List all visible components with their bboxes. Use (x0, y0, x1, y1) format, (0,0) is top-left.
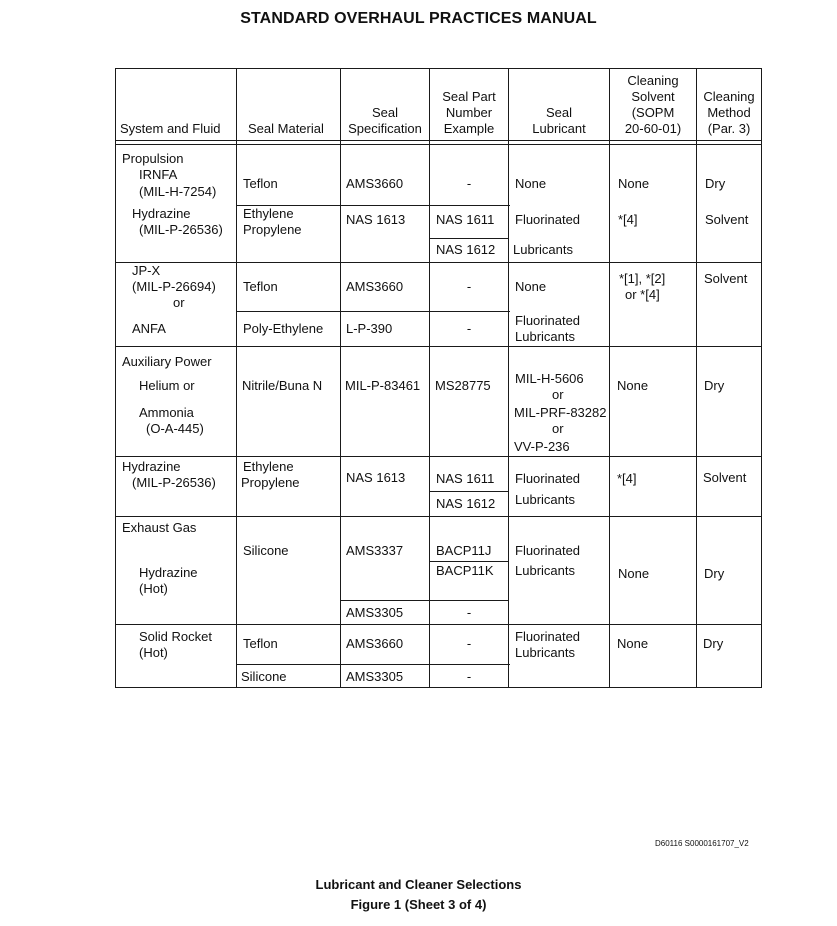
cell-text: Fluorinated (515, 543, 581, 558)
cell-text: Solvent (704, 271, 748, 286)
cell-text: Fluorinated (515, 629, 581, 644)
cell-text: Solvent (705, 212, 749, 227)
cell-text: Propylene (243, 222, 302, 237)
cell-text: Auxiliary Power (122, 354, 212, 369)
cell-text: Ammonia (139, 405, 194, 420)
cell-text: VV-P-236 (514, 439, 570, 454)
header-part-2: Number (445, 105, 493, 120)
cell-text: Fluorinated (515, 212, 581, 227)
header-spec-1: Seal (371, 105, 399, 120)
header-spec-2: Specification (348, 121, 422, 136)
cell-text: - (466, 636, 472, 651)
cell-text: ANFA (132, 321, 166, 336)
cell-text: IRNFA (139, 167, 178, 182)
cell-text: Hydrazine (139, 565, 198, 580)
cell-text: AMS3660 (346, 279, 404, 294)
header-lube-2: Lubricant (532, 121, 586, 136)
header-part-1: Seal Part (442, 89, 496, 104)
cell-text: Ethylene (243, 459, 294, 474)
cell-text: - (466, 279, 472, 294)
cell-text: Hydrazine (122, 459, 181, 474)
cell-text: None (515, 279, 547, 294)
cell-text: Dry (705, 176, 726, 191)
cell-text: (Hot) (139, 581, 168, 596)
cell-text: (O-A-445) (146, 421, 204, 436)
cell-text: None (618, 176, 650, 191)
cell-text: Lubricants (515, 492, 575, 507)
cell-text: Helium or (139, 378, 195, 393)
cell-text: AMS3660 (346, 176, 404, 191)
cell-text: L-P-390 (346, 321, 393, 336)
cell-text: Lubricants (515, 563, 575, 578)
cell-text: Lubricants (513, 242, 573, 257)
cell-text: Ethylene (243, 206, 294, 221)
header-solvent-1: Cleaning (627, 73, 679, 88)
cell-text: MIL-P-83461 (345, 378, 421, 393)
cell-text: - (466, 605, 472, 620)
cell-text: Dry (704, 566, 725, 581)
header-method-2: Method (707, 105, 751, 120)
cell-text: AMS3337 (346, 543, 404, 558)
cell-text: (Hot) (139, 645, 168, 660)
figure-caption-sheet: Figure 1 (Sheet 3 of 4) (350, 897, 487, 912)
cell-text: None (617, 378, 649, 393)
cell-text: MIL-PRF-83282 (514, 405, 607, 420)
cell-text: Solvent (703, 470, 747, 485)
cell-text: Exhaust Gas (122, 520, 197, 535)
page-title: STANDARD OVERHAUL PRACTICES MANUAL (240, 10, 597, 27)
cell-text: - (466, 176, 472, 191)
header-lube-1: Seal (545, 105, 573, 120)
cell-text: NAS 1613 (346, 212, 406, 227)
cell-text: NAS 1612 (436, 242, 496, 257)
cell-text: *[4] (618, 212, 638, 227)
cell-text: *[1], *[2] (619, 271, 666, 286)
cell-text: Propylene (241, 475, 300, 490)
cell-text: Solid Rocket (139, 629, 212, 644)
cell-text: NAS 1612 (436, 496, 496, 511)
cell-text: AMS3305 (346, 605, 404, 620)
cell-text: or (552, 421, 564, 436)
figure-caption-title: Lubricant and Cleaner Selections (315, 877, 522, 892)
cell-text: NAS 1611 (436, 212, 495, 227)
cell-text: Teflon (243, 176, 278, 191)
cell-text: or (552, 387, 564, 402)
cell-text: Lubricants (515, 329, 575, 344)
cell-text: None (515, 176, 547, 191)
cell-text: None (618, 566, 650, 581)
header-system: System and Fluid (120, 121, 221, 136)
cell-text: Hydrazine (132, 206, 191, 221)
cell-text: BACP11J (436, 543, 492, 558)
cell-text: Teflon (243, 636, 278, 651)
cell-text: MS28775 (435, 378, 491, 393)
cell-text: Dry (703, 636, 724, 651)
cell-text: (MIL-P-26536) (139, 222, 223, 237)
cell-text: Nitrile/Buna N (242, 378, 323, 393)
cell-text: *[4] (617, 471, 637, 486)
cell-text: JP-X (132, 263, 161, 278)
cell-text: Teflon (243, 279, 278, 294)
header-solvent-4: 20-60-01) (624, 121, 682, 136)
cell-text: Propulsion (122, 151, 184, 166)
cell-text: AMS3305 (346, 669, 404, 684)
cell-text: BACP11K (436, 563, 494, 578)
cell-text: (MIL-P-26536) (132, 475, 216, 490)
cell-text: - (466, 321, 472, 336)
cell-text: NAS 1613 (346, 470, 406, 485)
cell-text: NAS 1611 (436, 471, 495, 486)
cell-text: - (466, 669, 472, 684)
cell-text: Lubricants (515, 645, 575, 660)
cell-text: or *[4] (625, 287, 660, 302)
header-method-3: (Par. 3) (707, 121, 751, 136)
cell-text: Silicone (243, 543, 289, 558)
cell-text: Fluorinated (515, 471, 581, 486)
document-id: D60116 S0000161707_V2 (655, 839, 749, 848)
cell-text: None (617, 636, 649, 651)
header-solvent-3: (SOPM (631, 105, 675, 120)
header-material: Seal Material (248, 121, 324, 136)
header-part-3: Example (443, 121, 495, 136)
cell-text: Poly-Ethylene (243, 321, 324, 336)
cell-text: Dry (704, 378, 725, 393)
cell-text: (MIL-P-26694) (132, 279, 216, 294)
cell-text: or (173, 295, 185, 310)
cell-text: Silicone (241, 669, 287, 684)
cell-text: MIL-H-5606 (515, 371, 584, 386)
header-method-1: Cleaning (703, 89, 755, 104)
cell-text: Fluorinated (515, 313, 581, 328)
header-solvent-2: Solvent (631, 89, 675, 104)
cell-text: (MIL-H-7254) (139, 184, 217, 199)
cell-text: AMS3660 (346, 636, 404, 651)
